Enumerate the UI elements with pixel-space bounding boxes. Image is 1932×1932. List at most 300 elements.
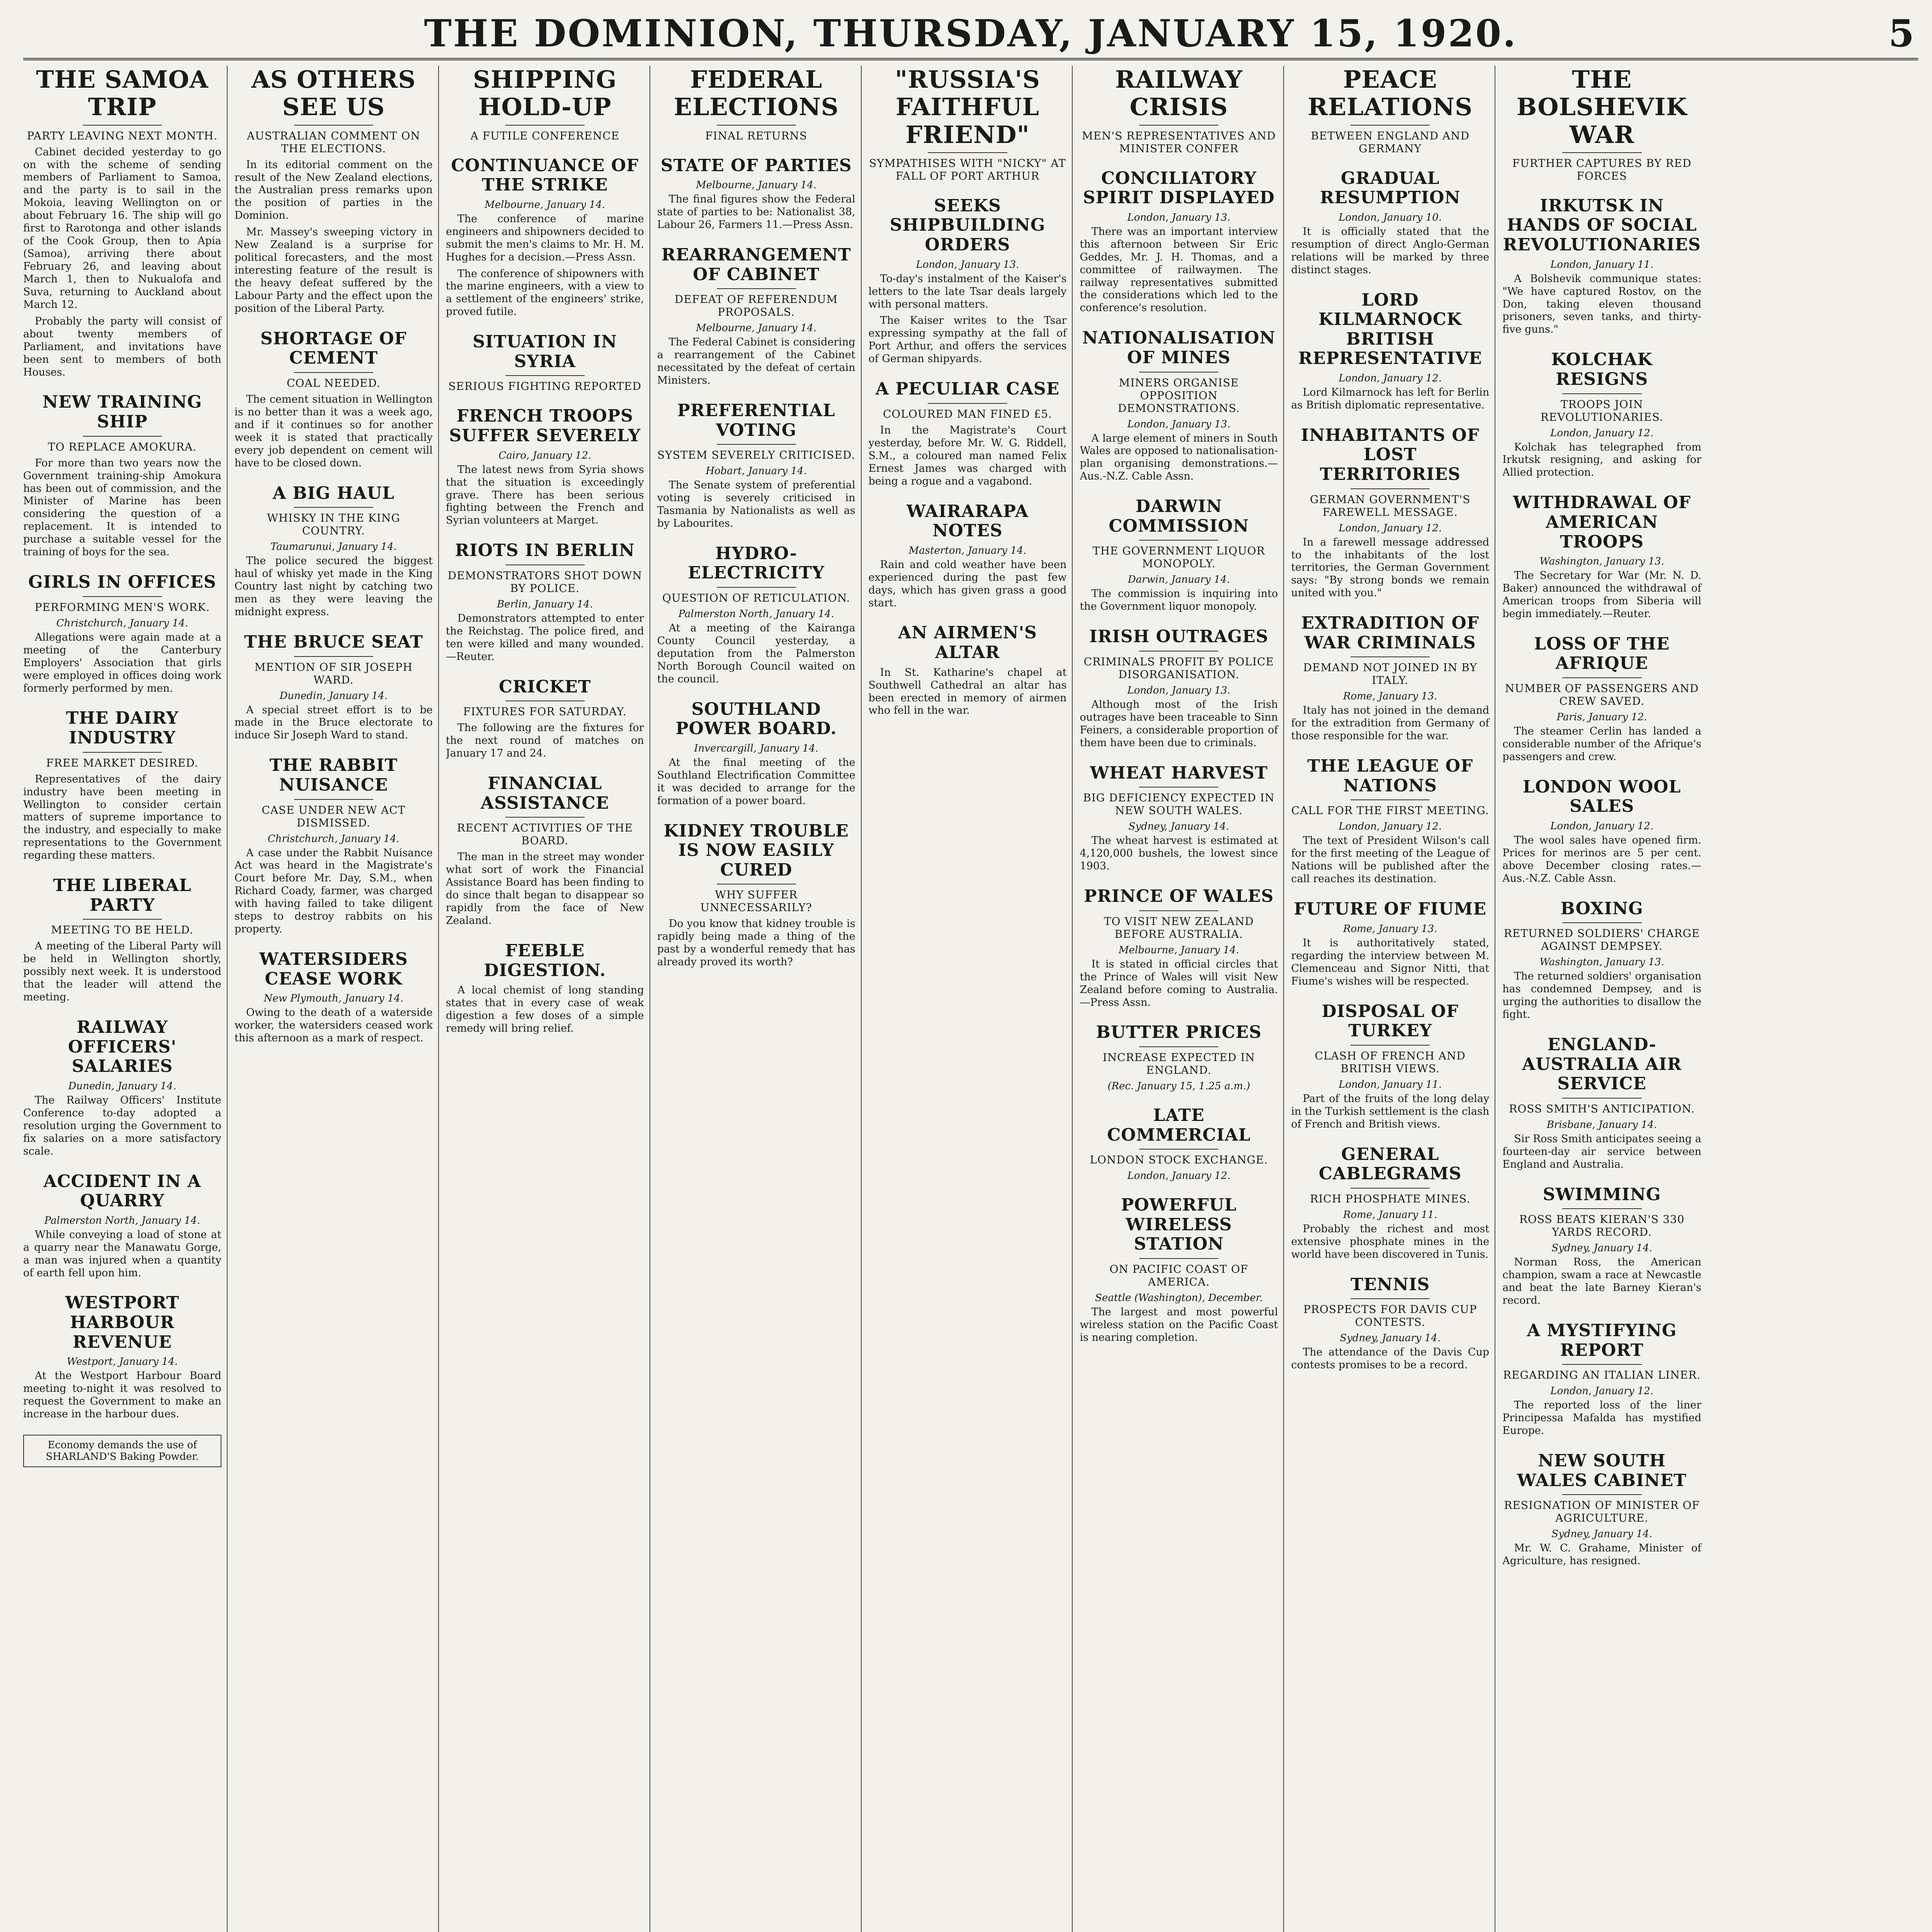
- divider: [83, 436, 162, 437]
- article: [657, 401, 855, 530]
- article-subhead: ON PACIFIC COAST OF AMERICA.: [1109, 1263, 1248, 1288]
- article-paragraph: At the Westport Harbour Board meeting to-night it was resolved to request the Government to make an increase in the harbour dues.: [23, 1370, 221, 1420]
- article-subhead: MENTION OF SIR JOSEPH WARD.: [254, 660, 413, 686]
- article-headline: SOUTHLAND POWER BOARD.: [675, 699, 837, 739]
- article-headline: PRINCE OF WALES: [1084, 886, 1274, 906]
- article: [657, 245, 855, 387]
- article-headline: CONTINUANCE OF THE STRIKE: [451, 155, 639, 195]
- article-dateline: Sydney, January 14.: [1551, 1242, 1652, 1254]
- article-headline: GENERAL CABLEGRAMS: [1318, 1144, 1462, 1184]
- article-headline: ACCIDENT IN A QUARRY: [43, 1171, 201, 1211]
- article-paragraph: It is officially stated that the resumption of direct Anglo-German relations will be marked by three distinct stages.: [1291, 225, 1490, 276]
- article: [657, 700, 855, 808]
- article-paragraph: For more than two years now the Government training-ship Amokura has been out of commission, and the Minister of Marine has been considering the question of a replacement. It is intended to purchase a suitable vessel for the training of boys for the sea.: [23, 457, 221, 558]
- article: [1502, 1321, 1701, 1437]
- article: [1291, 426, 1489, 600]
- article: [235, 484, 433, 619]
- article-dateline: London, January 13.: [1127, 418, 1231, 430]
- article-headline: TENNIS: [1350, 1274, 1430, 1294]
- article-dateline: Invercargill, January 14.: [694, 742, 818, 754]
- article-subhead: TO VISIT NEW ZEALAND BEFORE AUSTRALIA.: [1104, 915, 1254, 940]
- article: [1502, 777, 1701, 885]
- article-subhead: COAL NEEDED.: [286, 377, 381, 390]
- article: [1080, 764, 1278, 873]
- article-subhead: A FUTILE CONFERENCE: [470, 129, 619, 142]
- article: [1291, 614, 1489, 743]
- article: [1502, 66, 1701, 182]
- divider: [83, 596, 162, 597]
- article-paragraph: In its editorial comment on the result of the New Zealand elections, the Australian press remarks upon the position of parties in the Dominion.: [234, 158, 433, 222]
- article-subhead: BIG DEFICIENCY EXPECTED IN NEW SOUTH WALES.: [1083, 791, 1275, 817]
- advertisement: Economy demands the use of SHARLAND'S Baking Powder.: [23, 1435, 221, 1467]
- divider: [1562, 393, 1642, 394]
- article-headline: PREFERENTIAL VOTING: [677, 400, 835, 440]
- divider: [1562, 922, 1642, 923]
- article-subhead: FREE MARKET DESIRED.: [46, 756, 199, 769]
- article-paragraph: A case under the Rabbit Nuisance Act was heard in the Magistrate's Court before Mr. Day, S.M., when Richard Coady, farmer, was charged with having failed to take diligent steps to destroy rabbits on his property.: [234, 847, 433, 935]
- article-paragraph: The conference of marine engineers and shipowners decided to submit the men's claims to Mr. H. M. Hughes for a decision.—Press Assn.: [446, 213, 644, 263]
- divider: [717, 587, 796, 588]
- article-subhead: MEN'S REPRESENTATIVES AND MINISTER CONFER: [1082, 129, 1276, 155]
- article-paragraph: The text of President Wilson's call for the first meeting of the League of Nations will be published after the call reaches its destination.: [1291, 835, 1490, 885]
- divider: [1350, 125, 1430, 126]
- article: [1080, 887, 1278, 1009]
- divider: [294, 507, 373, 508]
- article: [235, 66, 433, 315]
- article: [657, 66, 855, 142]
- divider: [294, 656, 373, 657]
- article-headline: "RUSSIA'S FAITHFUL FRIEND": [895, 66, 1040, 149]
- column-7: [1291, 66, 1495, 1932]
- divider: [1562, 1208, 1642, 1209]
- article-paragraph: Rain and cold weather have been experienced during the past few days, which has given grass a good start.: [868, 558, 1067, 609]
- article-dateline: Masterton, January 14.: [908, 544, 1027, 556]
- article-dateline: Melbourne, January 14.: [485, 199, 605, 211]
- article-dateline: Seattle (Washington), December.: [1095, 1292, 1263, 1304]
- article-paragraph: Sir Ross Smith anticipates seeing a fourteen-day air service between England and Australia.: [1502, 1133, 1702, 1170]
- article-headline: THE LEAGUE OF NATIONS: [1307, 756, 1473, 796]
- divider: [505, 817, 585, 818]
- article-paragraph: The cement situation in Wellington is no better than it was a week ago, and if it continues so for another week it is stated that practically every job dependent on cement will have to be closed down.: [234, 393, 433, 469]
- divider: [1350, 1298, 1430, 1299]
- article: [1291, 169, 1489, 277]
- article-paragraph: The following are the fixtures for the next round of matches on January 17 and 24.: [446, 722, 644, 760]
- article-subhead: CRIMINALS PROFIT BY POLICE DISORGANISATION.: [1083, 655, 1274, 681]
- article-dateline: Sydney, January 14.: [1551, 1528, 1652, 1540]
- article: [1080, 66, 1278, 155]
- article: [446, 541, 644, 663]
- article: [1502, 493, 1701, 621]
- article-subhead: RETURNED SOLDIERS' CHARGE AGAINST DEMPSEY.: [1503, 927, 1700, 953]
- article: [1080, 328, 1278, 483]
- article-subhead: PROSPECTS FOR DAVIS CUP CONTESTS.: [1303, 1303, 1477, 1329]
- divider: [505, 375, 585, 376]
- article-paragraph: The returned soldiers' organisation has condemned Dempsey, and is urging the authorities to disallow the fight.: [1502, 970, 1702, 1021]
- article-subhead: SYMPATHISES WITH "NICKY" AT FALL OF PORT ARTHUR: [869, 156, 1066, 182]
- article: [1502, 350, 1701, 479]
- article-subhead: NUMBER OF PASSENGERS AND CREW SAVED.: [1505, 682, 1699, 708]
- divider: [1562, 1364, 1642, 1365]
- article: [23, 709, 221, 862]
- article-dateline: Cairo, January 12.: [498, 449, 592, 461]
- masthead: [23, 8, 1918, 60]
- article-paragraph: Allegations were again made at a meeting of the Canterbury Employers' Association that girls were employed in offices doing work formerly performed by men.: [23, 631, 221, 694]
- article-dateline: London, January 12.: [1338, 821, 1442, 833]
- article-headline: THE BRUCE SEAT: [244, 632, 423, 652]
- article-dateline: Sydney, January 14.: [1340, 1332, 1441, 1344]
- article-headline: FINANCIAL ASSISTANCE: [481, 774, 609, 813]
- article-headline: NATIONALISATION OF MINES: [1082, 328, 1276, 367]
- article-paragraph: Mr. W. C. Grahame, Minister of Agriculture, has resigned.: [1502, 1542, 1702, 1567]
- article-paragraph: Norman Ross, the American champion, swam a race at Newcastle and beat the late Barney Kieran's record.: [1502, 1256, 1702, 1307]
- article-dateline: London, January 13.: [1127, 211, 1231, 223]
- article-subhead: DEFEAT OF REFERENDUM PROPOSALS.: [674, 293, 838, 319]
- article-subhead: SYSTEM SEVERELY CRITICISED.: [657, 449, 855, 462]
- article-headline: LONDON WOOL SALES: [1522, 777, 1681, 816]
- article-paragraph: The final figures show the Federal state of parties to be: Nationalist 38, Labour 26, Farmers 11.—Press Assn.: [657, 193, 855, 231]
- article-headline: KOLCHAK RESIGNS: [1551, 350, 1653, 389]
- divider: [1139, 125, 1218, 126]
- article-paragraph: There was an important interview this afternoon between Sir Eric Geddes, Mr. J. H. Thomas, and a committee of railwaymen. The railway representatives submitted the considerations which led to the conference's resolution.: [1080, 225, 1278, 314]
- article-paragraph: The conference of shipowners with the marine engineers, with a view to a settlement of the engineers' strike, proved futile.: [446, 267, 644, 318]
- article: [1291, 66, 1489, 155]
- article-paragraph: Kolchak has telegraphed from Irkutsk resigning, and asking for Allied protection.: [1502, 441, 1702, 479]
- article: [446, 677, 644, 760]
- article-subhead: SERIOUS FIGHTING REPORTED: [448, 380, 642, 393]
- divider: [1139, 1258, 1218, 1259]
- article-dateline: London, January 11.: [1338, 1078, 1442, 1090]
- article-headline: AS OTHERS SEE US: [251, 66, 416, 121]
- divider: [83, 919, 162, 920]
- article-paragraph: A special street effort is to be made in the Bruce electorate to induce Sir Joseph Ward to stand.: [234, 704, 433, 742]
- article-headline: CONCILIATORY SPIRIT DISPLAYED: [1083, 168, 1275, 208]
- article-headline: HYDRO-ELECTRICITY: [688, 543, 825, 583]
- divider: [83, 752, 162, 753]
- article-subhead: RECENT ACTIVITIES OF THE BOARD.: [457, 821, 633, 847]
- article: [869, 502, 1067, 610]
- article-dateline: Washington, January 13.: [1539, 956, 1665, 968]
- article-dateline: Sydney, January 14.: [1128, 821, 1230, 833]
- article: [1080, 627, 1278, 749]
- divider: [1139, 910, 1218, 911]
- divider: [1139, 540, 1218, 541]
- divider: [1562, 1494, 1642, 1495]
- article-paragraph: A local chemist of long standing states that in every case of weak digestion a few doses of a simple remedy will bring relief.: [446, 984, 644, 1034]
- article-dateline: Berlin, January 14.: [497, 598, 593, 610]
- article: [446, 774, 644, 927]
- article-subhead: INCREASE EXPECTED IN ENGLAND.: [1102, 1051, 1255, 1077]
- article-headline: SHIPPING HOLD-UP: [473, 66, 617, 121]
- article-paragraph: At a meeting of the Kairanga County Council yesterday, a deputation from the Palmerston North Borough Council waited on the council.: [657, 622, 855, 685]
- article-subhead: FIXTURES FOR SATURDAY.: [463, 705, 627, 718]
- masthead-title: THE DOMINION, THURSDAY, JANUARY 15, 1920.: [424, 12, 1517, 55]
- article-paragraph: It is stated in official circles that the Prince of Wales will visit New Zealand before coming to Australia.—Press Assn.: [1080, 958, 1278, 1009]
- article-paragraph: In the Magistrate's Court yesterday, before Mr. W. G. Riddell, S.M., a coloured man named Felix Ernest James was charged with being a rogue and a vagabond.: [868, 424, 1067, 487]
- article-subhead: WHISKY IN THE KING COUNTRY.: [267, 512, 400, 537]
- article-subhead: MEETING TO BE HELD.: [51, 923, 194, 937]
- article-paragraph: To-day's instalment of the Kaiser's letters to the late Tsar deals largely with personal matters.: [868, 272, 1067, 310]
- article-subhead: PERFORMING MEN'S WORK.: [34, 600, 210, 614]
- article-paragraph: The commission is inquiring into the Government liquor monopoly.: [1080, 588, 1278, 613]
- article-paragraph: The Federal Cabinet is considering a rearrangement of the Cabinet necessitated by the defeat of certain Ministers.: [657, 336, 855, 386]
- article-headline: RIOTS IN BERLIN: [455, 541, 635, 561]
- article-paragraph: Although most of the Irish outrages have been traceable to Sinn Feiners, a considerable proportion of them have been due to criminals.: [1080, 698, 1278, 749]
- article-subhead: MINERS ORGANISE OPPOSITION DEMONSTRATIONS.: [1117, 376, 1240, 415]
- article: [235, 950, 433, 1045]
- article-dateline: Washington, January 13.: [1539, 556, 1665, 568]
- article-headline: RAILWAY OFFICERS' SALARIES: [68, 1017, 177, 1077]
- article: [869, 66, 1067, 182]
- divider: [1350, 1045, 1430, 1046]
- article: [1291, 1002, 1489, 1131]
- article: [1291, 900, 1489, 988]
- article-dateline: Hobart, January 14.: [706, 465, 807, 477]
- article: [1502, 1451, 1701, 1568]
- article-paragraph: A Bolshevik communique states: "We have captured Rostov, on the Don, taking eleven thousand prisoners, seven tanks, and thirty-five guns.": [1502, 272, 1702, 336]
- article-subhead: THE GOVERNMENT LIQUOR MONOPOLY.: [1092, 544, 1265, 570]
- article-paragraph: Cabinet decided yesterday to go on with the scheme of sending members of Parliament to Samoa, and the party is to sail in the Mokoia, leaving Wellington on or about February 16. The ship will go first to Rarotonga and other islands of the Cook Group, then to Apia (Samoa), arriving there about February 26, and leaving about March 1, then to Nukualofa and Suva, returning to Auckland about March 12.: [23, 146, 221, 311]
- article-paragraph: The latest news from Syria shows that the situation is exceedingly grave. There has been serious fighting between the French and Syrian volunteers at Marget.: [446, 463, 644, 527]
- column-3: [446, 66, 650, 1932]
- article-dateline: Melbourne, January 14.: [696, 179, 817, 191]
- article: [446, 66, 644, 142]
- article-subhead: DEMONSTRATORS SHOT DOWN BY POLICE.: [447, 569, 642, 595]
- article: [1080, 1196, 1278, 1344]
- column-2: [235, 66, 439, 1932]
- column-5: [869, 66, 1073, 1932]
- article-paragraph: Lord Kilmarnock has left for Berlin as British diplomatic representative.: [1291, 386, 1490, 411]
- article: [235, 756, 433, 936]
- article-headline: WESTPORT HARBOUR REVENUE: [65, 1293, 180, 1352]
- article-paragraph: The reported loss of the liner Principessa Mafalda has mystified Europe.: [1502, 1399, 1702, 1437]
- column-8: [1502, 66, 1707, 1932]
- article-subhead: REGARDING AN ITALIAN LINER.: [1503, 1369, 1701, 1382]
- divider: [1562, 152, 1642, 153]
- article-subhead: ROSS SMITH'S ANTICIPATION.: [1509, 1102, 1695, 1115]
- article: [1080, 1023, 1278, 1092]
- article-subhead: TROOPS JOIN REVOLUTIONARIES.: [1540, 398, 1663, 423]
- article: [23, 1018, 221, 1158]
- column-6: [1080, 66, 1284, 1932]
- article-paragraph: Owing to the death of a waterside worker, the watersiders ceased work this afternoon as a mark of respect.: [234, 1007, 433, 1044]
- article-headline: ENGLAND-AUSTRALIA AIR SERVICE: [1522, 1035, 1682, 1094]
- article-headline: FEDERAL ELECTIONS: [673, 66, 839, 121]
- article-dateline: London, January 12.: [1338, 372, 1442, 384]
- article: [1291, 1145, 1489, 1261]
- article: [446, 332, 644, 393]
- article-headline: THE LIBERAL PARTY: [53, 876, 192, 915]
- article: [1502, 899, 1701, 1021]
- article-subhead: COLOURED MAN FINED £5.: [883, 407, 1052, 420]
- article-dateline: Dunedin, January 14.: [68, 1080, 177, 1092]
- article-paragraph: Italy has not joined in the demand for the extradition from Germany of those responsible for the war.: [1291, 704, 1490, 742]
- article-headline: KIDNEY TROUBLE IS NOW EASILY CURED: [663, 821, 849, 880]
- article-headline: GRADUAL RESUMPTION: [1320, 168, 1461, 208]
- article: [23, 573, 221, 695]
- article: [23, 393, 221, 559]
- article-dateline: London, January 10.: [1338, 211, 1442, 223]
- article-headline: A PECULIAR CASE: [875, 379, 1060, 399]
- article: [23, 66, 221, 379]
- article-subhead: LONDON STOCK EXCHANGE.: [1090, 1153, 1268, 1167]
- article-paragraph: The Kaiser writes to the Tsar expressing sympathy at the fall of Port Arthur, and offers the services of German shipyards.: [868, 315, 1067, 365]
- article-paragraph: The Railway Officers' Institute Conference to-day adopted a resolution urging the Government to fix salaries on a more satisfactory scale.: [23, 1094, 221, 1157]
- divider: [83, 125, 162, 126]
- divider: [1350, 799, 1430, 800]
- article-subhead: BETWEEN ENGLAND AND GERMANY: [1311, 129, 1470, 155]
- article-dateline: Melbourne, January 14.: [696, 322, 817, 334]
- article-headline: STATE OF PARTIES: [660, 155, 852, 175]
- article: [1080, 1106, 1278, 1182]
- article-paragraph: The wheat harvest is estimated at 4,120,000 bushels, the lowest since 1903.: [1080, 835, 1278, 872]
- article-headline: DISPOSAL OF TURKEY: [1321, 1001, 1459, 1041]
- article-headline: POWERFUL WIRELESS STATION: [1121, 1195, 1237, 1254]
- divider: [928, 152, 1007, 153]
- article-dateline: London, January 12.: [1550, 1385, 1654, 1397]
- article: [869, 196, 1067, 366]
- article-headline: THE SAMOA TRIP: [36, 66, 209, 121]
- article-headline: WATERSIDERS CEASE WORK: [259, 949, 408, 989]
- article: [869, 379, 1067, 488]
- divider: [294, 372, 373, 373]
- article-headline: REARRANGEMENT OF CABINET: [661, 245, 851, 284]
- article: [1291, 291, 1489, 412]
- article-paragraph: The wool sales have opened firm. Prices for merinos are 5 per cent. above December closing rates.—Aus.-N.Z. Cable Assn.: [1502, 834, 1702, 884]
- article-paragraph: The Secretary for War (Mr. N. D. Baker) announced the withdrawal of American troops from Siberia will begin immediately.—Reuter.: [1502, 570, 1702, 620]
- article-headline: LOSS OF THE AFRIQUE: [1534, 634, 1670, 673]
- divider: [294, 799, 373, 800]
- article-headline: WAIRARAPA NOTES: [906, 501, 1029, 541]
- article-paragraph: Part of the fruits of the long delay in the Turkish settlement is the clash of French and British views.: [1291, 1092, 1490, 1130]
- divider: [717, 288, 796, 289]
- article-headline: LATE COMMERCIAL: [1107, 1105, 1251, 1145]
- article-subhead: RESIGNATION OF MINISTER OF AGRICULTURE.: [1504, 1499, 1700, 1525]
- article-paragraph: The man in the street may wonder what sort of work the Financial Assistance Board has been finding to do since thalt began to disappear so rapidly from the face of New Zealand.: [446, 851, 644, 927]
- article-dateline: London, January 11.: [1550, 259, 1654, 270]
- article-headline: SITUATION IN SYRIA: [473, 332, 617, 371]
- article: [1080, 497, 1278, 613]
- divider: [1350, 488, 1430, 489]
- article-dateline: Christchurch, January 14.: [56, 617, 188, 629]
- article-dateline: London, January 13.: [1127, 684, 1231, 696]
- article-paragraph: The largest and most powerful wireless station on the Pacific Coast is nearing completion.: [1080, 1306, 1278, 1344]
- article-headline: WHEAT HARVEST: [1090, 763, 1268, 783]
- column-4: [657, 66, 862, 1932]
- article-headline: PEACE RELATIONS: [1308, 66, 1473, 121]
- article-headline: WITHDRAWAL OF AMERICAN TROOPS: [1513, 493, 1691, 552]
- article-dateline: London, January 12.: [1550, 427, 1654, 439]
- article-dateline: Westport, January 14.: [66, 1356, 178, 1368]
- article-subhead: CLASH OF FRENCH AND BRITISH VIEWS.: [1315, 1049, 1466, 1075]
- article-dateline: Brisbane, January 14.: [1546, 1119, 1657, 1131]
- article-subhead: ROSS BEATS KIERAN'S 330 YARDS RECORD.: [1519, 1213, 1685, 1239]
- article-headline: FUTURE OF FIUME: [1294, 899, 1486, 919]
- article-dateline: London, January 12.: [1338, 522, 1442, 534]
- divider: [1139, 1046, 1218, 1047]
- article-dateline: Paris, January 12.: [1556, 711, 1647, 723]
- article-headline: NEW SOUTH WALES CABINET: [1517, 1451, 1687, 1490]
- article-headline: SHORTAGE OF CEMENT: [260, 328, 407, 368]
- article-paragraph: Probably the party will consist of about twenty members of Parliament, and invitations have been sent to members of both Houses.: [23, 315, 221, 378]
- article-subhead: PARTY LEAVING NEXT MONTH.: [27, 129, 218, 142]
- article: [657, 544, 855, 686]
- article-subhead: CALL FOR THE FIRST MEETING.: [1291, 804, 1489, 817]
- article: [446, 941, 644, 1035]
- article-headline: A BIG HAUL: [272, 483, 395, 503]
- article-paragraph: At the final meeting of the Southland Electrification Committee it was decided to arrange for the formation of a power board.: [657, 756, 855, 807]
- article-paragraph: While conveying a load of stone at a quarry near the Manawatu Gorge, a man was injured when a quantity of earth fell upon him.: [23, 1228, 221, 1279]
- article-dateline: Rome, January 13.: [1343, 690, 1437, 702]
- article: [1502, 196, 1701, 336]
- article: [869, 623, 1067, 717]
- article-headline: LORD KILMARNOCK BRITISH REPRESENTATIVE: [1298, 290, 1482, 369]
- article: [657, 821, 855, 969]
- article-subhead: AUSTRALIAN COMMENT ON THE ELECTIONS.: [247, 129, 420, 155]
- article-headline: DARWIN COMMISSION: [1109, 497, 1249, 536]
- article-dateline: Taumarunui, January 14.: [270, 541, 397, 553]
- article-headline: NEW TRAINING SHIP: [42, 392, 202, 432]
- article-paragraph: Representatives of the dairy industry have been meeting in Wellington to consider certain matters of supreme importance to the industry, and especially to make representations to the Government regarding these matters.: [23, 773, 221, 862]
- article-headline: THE BOLSHEVIK WAR: [1516, 66, 1687, 149]
- article: [235, 633, 433, 742]
- article-dateline: Dunedin, January 14.: [279, 690, 388, 702]
- article-headline: AN AIRMEN'S ALTAR: [898, 623, 1037, 663]
- divider: [505, 125, 585, 126]
- article-headline: EXTRADITION OF WAR CRIMINALS: [1301, 613, 1480, 653]
- article-paragraph: A large element of miners in South Wales are opposed to nationalisation-plan organising demonstrations.—Aus.-N.Z. Cable Assn.: [1080, 432, 1278, 483]
- article-headline: IRKUTSK IN HANDS OF SOCIAL REVOLUTIONARIES: [1503, 196, 1701, 255]
- columns: [23, 66, 1918, 1932]
- article-subhead: FURTHER CAPTURES BY RED FORCES: [1512, 156, 1692, 182]
- article: [1080, 169, 1278, 315]
- article-paragraph: Probably the richest and most extensive phosphate mines in the world have been discovered in Tunis.: [1291, 1223, 1490, 1260]
- page-number: 5: [1888, 12, 1914, 55]
- article-paragraph: It is authoritatively stated, regarding the interview between M. Clemenceau and Signor Nitti, that Fiume's wishes will be respected.: [1291, 937, 1490, 987]
- article: [657, 156, 855, 231]
- divider: [717, 125, 796, 126]
- article-dateline: Palmerston North, January 14.: [44, 1214, 201, 1226]
- article: [23, 1293, 221, 1421]
- article: [23, 876, 221, 1004]
- article: [1291, 1275, 1489, 1372]
- article-headline: THE RABBIT NUISANCE: [269, 755, 398, 795]
- article-paragraph: The Senate system of preferential voting is severely criticised in Tasmania by Nationalists as well as by Labourites.: [657, 479, 855, 529]
- article-dateline: Christchurch, January 14.: [267, 833, 400, 845]
- divider: [1350, 1188, 1430, 1189]
- article-subhead: FINAL RETURNS: [705, 129, 808, 142]
- article-paragraph: Demonstrators attempted to enter the Reichstag. The police fired, and ten were killed and many wounded.—Reuter.: [446, 612, 644, 663]
- article: [1502, 1035, 1701, 1171]
- article-paragraph: Do you know that kidney trouble is rapidly being made a thing of the past by a wonderful remedy that has already proved its worth?: [657, 918, 855, 968]
- article-paragraph: A meeting of the Liberal Party will be held in Wellington shortly, possibly next week. It is understood that the leader will attend the meeting.: [23, 940, 221, 1003]
- article: [23, 1172, 221, 1280]
- divider: [1562, 677, 1642, 678]
- divider: [717, 444, 796, 445]
- column-1: [23, 66, 228, 1932]
- article-headline: A MYSTIFYING REPORT: [1527, 1321, 1677, 1360]
- article-subhead: GERMAN GOVERNMENT'S FAREWELL MESSAGE.: [1310, 493, 1471, 519]
- article-dateline: London, January 12.: [1127, 1170, 1231, 1182]
- article-dateline: New Plymouth, January 14.: [264, 993, 404, 1005]
- article-headline: SWIMMING: [1543, 1184, 1661, 1204]
- article-headline: FEEBLE DIGESTION.: [484, 940, 606, 980]
- article-headline: SEEKS SHIPBUILDING ORDERS: [889, 196, 1046, 255]
- article-subhead: QUESTION OF RETICULATION.: [662, 592, 850, 605]
- article-subhead: TO REPLACE AMOKURA.: [48, 440, 197, 453]
- article-paragraph: The steamer Cerlin has landed a considerable number of the Afrique's passengers and crew.: [1502, 725, 1702, 763]
- article-subhead: CASE UNDER NEW ACT DISMISSED.: [262, 803, 406, 829]
- article-headline: IRISH OUTRAGES: [1089, 627, 1269, 647]
